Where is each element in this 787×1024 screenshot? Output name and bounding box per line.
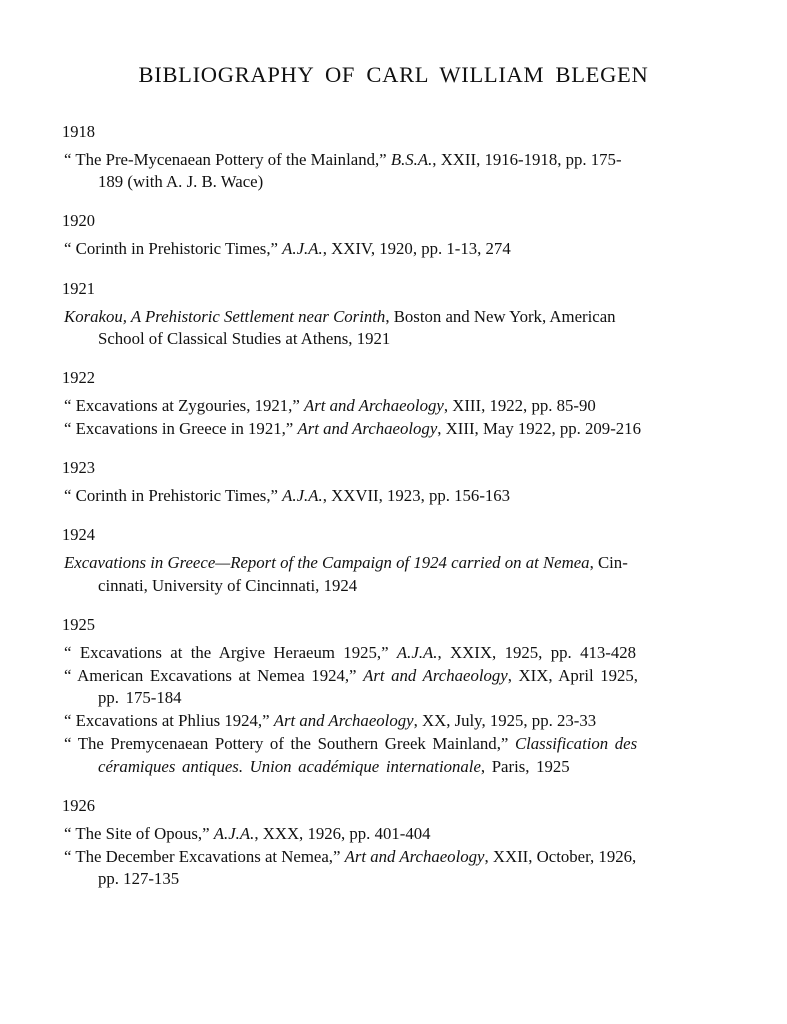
year-heading: 1925: [62, 614, 95, 634]
year-heading: 1926: [62, 795, 95, 815]
entry-text-b: , XXII, 1916-1918, pp. 175-: [432, 150, 622, 169]
bibliography-entry: [58, 238, 729, 260]
bibliography-entry: [58, 395, 729, 417]
entry-text-b: , XIII, May 1922, pp. 209-216: [437, 419, 641, 439]
entry-text-a: “ Corinth in Prehistoric Times,”: [64, 239, 283, 259]
bibliography-entry: [58, 485, 729, 507]
bibliography-entry: [58, 306, 729, 350]
page-title: BIBLIOGRAPHY OF CARL WILLIAM BLEGEN: [138, 62, 649, 87]
year-group-1921: [58, 279, 729, 350]
entry-list: [58, 306, 729, 350]
entry-text-italic: Art and Archaeology: [273, 711, 414, 731]
bibliography-entry: [58, 823, 729, 845]
entry-text-italic: A.J.A.: [282, 486, 323, 506]
entry-text-italic: A.J.A.: [396, 642, 438, 662]
entry-text-b: , XXX, 1926, pp. 401-404: [254, 823, 431, 843]
year-group-1920: [58, 211, 729, 260]
entry-list: [58, 552, 729, 596]
entry-continuation: School of Classical Studies at Athens, 1921: [98, 328, 391, 348]
entry-text-italic: A.J.A.: [213, 823, 255, 843]
entry-continuation: cinnati, University of Cincinnati, 1924: [98, 575, 358, 595]
year-group-1925: [58, 615, 729, 778]
year-heading: 1923: [62, 458, 95, 478]
entry-text-italic: Art and Archaeology: [297, 419, 438, 439]
entry-continuation-text: , Paris, 1925: [480, 756, 570, 776]
entry-text-a: “ Excavations at Zygouries, 1921,”: [64, 395, 304, 415]
entry-text-a: “ The Pre-Mycenaean Pottery of the Mainland,”: [64, 150, 391, 169]
entry-continuation: [64, 756, 729, 778]
entry-list: [58, 642, 729, 778]
year-group-1926: [58, 796, 729, 891]
year-group-1924: [58, 525, 729, 596]
entry-list: [58, 485, 729, 507]
year-heading: 1924: [62, 525, 95, 545]
entry-list: [58, 149, 729, 193]
entry-continuation: pp. 127-135: [98, 869, 180, 889]
entry-text-a: “ The Site of Opous,”: [64, 823, 214, 843]
bibliography-entry: [58, 552, 729, 596]
entry-text-a: “ The December Excavations at Nemea,”: [64, 846, 345, 866]
entry-text-b: , Cin-: [589, 553, 628, 573]
year-heading: 1922: [62, 367, 95, 387]
entry-continuation: pp. 175-184: [98, 688, 182, 708]
year-group-1922: [58, 368, 729, 440]
entry-text-italic: Classification des: [514, 734, 638, 754]
year-group-1918: [58, 122, 729, 193]
entry-text-a: “ Excavations at Phlius 1924,”: [64, 711, 274, 731]
year-group-1923: [58, 458, 729, 507]
bibliography-entry: [58, 846, 729, 890]
bibliography-entry: [58, 642, 729, 664]
entry-text-italic: Korakou, A Prehistoric Settlement near Corinth: [64, 306, 386, 326]
entry-text-b: , XX, July, 1925, pp. 23-33: [413, 711, 597, 731]
entry-text-a: “ The Premycenaean Pottery of the Southern Greek Mainland,”: [64, 734, 515, 754]
entry-list: [58, 823, 729, 891]
entry-text-b: , Boston and New York, American: [385, 306, 616, 326]
entry-text-b: , XXVII, 1923, pp. 156-163: [322, 486, 511, 506]
year-heading: 1920: [62, 211, 95, 231]
entry-text-b: , XXIV, 1920, pp. 1-13, 274: [322, 239, 511, 259]
entry-text-a: “ Excavations in Greece in 1921,”: [64, 419, 298, 439]
entry-text-b: , XIII, 1922, pp. 85-90: [443, 395, 596, 415]
entry-continuation: 189 (with A. J. B. Wace): [98, 172, 264, 192]
entry-text-italic: Excavations in Greece—Report of the Campaign of 1924 carried on at Nemea: [64, 553, 590, 573]
entry-text-a: “ American Excavations at Nemea 1924,”: [64, 665, 364, 685]
entry-text-b: , XXII, October, 1926,: [484, 846, 637, 866]
entry-list: [58, 238, 729, 260]
bibliography-entry: [58, 733, 729, 777]
year-heading: 1918: [62, 122, 95, 141]
entry-text-b: , XIX, April 1925,: [507, 665, 638, 685]
year-heading: 1921: [62, 278, 95, 298]
entry-continuation-italic: céramiques antiques. Union académique internationale: [98, 756, 481, 776]
entry-text-a: “ Corinth in Prehistoric Times,”: [64, 486, 283, 506]
bibliography-entry: [58, 710, 729, 732]
bibliography-entry: [58, 418, 729, 440]
entry-text-b: , XXIX, 1925, pp. 413-428: [437, 642, 637, 662]
entry-text-italic: Art and Archaeology: [304, 395, 444, 415]
bibliography-entry: [58, 665, 729, 709]
entry-text-italic: B.S.A.: [390, 150, 433, 169]
entry-text-italic: Art and Archaeology: [363, 665, 508, 685]
entry-text-a: “ Excavations at the Argive Heraeum 1925,”: [64, 642, 397, 662]
entry-text-italic: Art and Archaeology: [344, 846, 485, 866]
entry-text-italic: A.J.A.: [282, 239, 323, 259]
bibliography-entry: [58, 149, 729, 193]
entry-list: [58, 395, 729, 440]
